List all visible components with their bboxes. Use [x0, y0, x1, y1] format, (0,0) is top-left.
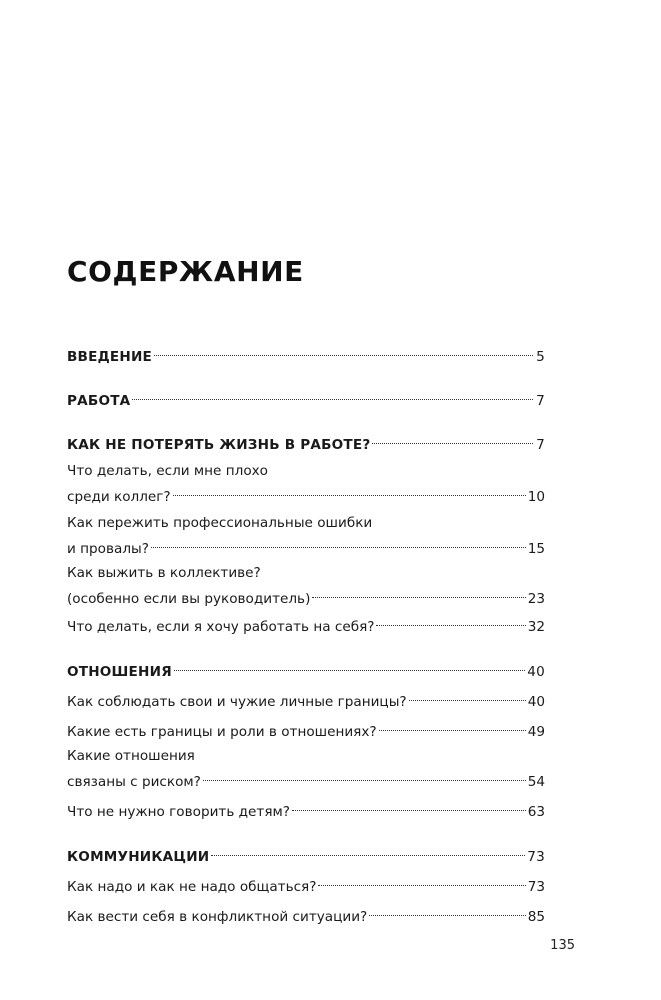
toc-item — [67, 563, 545, 607]
toc-entry-title: Как надо и как не надо общаться? — [67, 879, 317, 895]
dot-leader — [372, 429, 533, 449]
dot-leader — [174, 656, 525, 676]
dot-leader — [292, 796, 526, 816]
dot-leader — [376, 611, 525, 631]
toc-line — [67, 656, 545, 680]
dot-leader — [409, 686, 526, 706]
toc-page-number: 10 — [527, 489, 545, 505]
toc-line — [67, 461, 545, 481]
toc-section — [67, 341, 545, 365]
toc-line — [67, 481, 545, 505]
toc-page-number: 5 — [536, 349, 545, 365]
toc-entry-title: и провалы? — [67, 541, 149, 557]
toc-line — [67, 746, 545, 766]
dot-leader — [379, 716, 526, 736]
toc-entry-title: Как пережить профессиональные ошибки — [67, 515, 373, 531]
toc-page-number: 7 — [536, 393, 545, 409]
toc-page-number: 49 — [527, 724, 545, 740]
toc-page-number: 32 — [527, 619, 545, 635]
dot-leader — [369, 901, 525, 921]
toc-line — [67, 841, 545, 865]
dot-leader — [173, 481, 526, 501]
toc-entry-title: ОТНОШЕНИЯ — [67, 664, 172, 680]
toc-section — [67, 385, 545, 409]
toc-entry-title: среди коллег? — [67, 489, 171, 505]
toc-line — [67, 513, 545, 533]
toc-page-number: 73 — [527, 879, 545, 895]
toc-line — [67, 533, 545, 557]
toc-section — [67, 841, 545, 865]
toc-page-number: 85 — [527, 909, 545, 925]
toc-line — [67, 766, 545, 790]
toc-page-number: 40 — [527, 694, 545, 710]
toc-line — [67, 901, 545, 925]
toc-entry-title: ВВЕДЕНИЕ — [67, 349, 153, 365]
toc-line — [67, 611, 545, 635]
toc-item — [67, 611, 545, 635]
toc-item — [67, 901, 545, 925]
toc-line — [67, 686, 545, 710]
dot-leader — [211, 841, 525, 861]
toc-section — [67, 656, 545, 680]
toc-line — [67, 563, 545, 583]
dot-leader — [318, 871, 525, 891]
toc-entry-title: Как вести себя в конфликтной ситуации? — [67, 909, 368, 925]
toc-page-number: 54 — [527, 774, 545, 790]
toc-item — [67, 513, 545, 557]
toc-page-number: 73 — [527, 849, 545, 865]
toc-line — [67, 871, 545, 895]
page-title: СОДЕРЖАНИЕ — [67, 255, 304, 288]
toc-line — [67, 429, 545, 453]
toc-line — [67, 716, 545, 740]
toc-item — [67, 871, 545, 895]
toc-entry-title: Как выжить в коллективе? — [67, 565, 261, 581]
toc-section — [67, 429, 545, 453]
dot-leader — [132, 385, 533, 405]
toc-entry-title: КОММУНИКАЦИИ — [67, 849, 210, 865]
toc-entry-title: Какие есть границы и роли в отношениях? — [67, 724, 377, 740]
toc-line — [67, 385, 545, 409]
toc-entry-title: КАК НЕ ПОТЕРЯТЬ ЖИЗНЬ В РАБОТЕ? — [67, 437, 371, 453]
toc-line — [67, 796, 545, 820]
toc-entry-title: Какие отношения — [67, 748, 195, 764]
toc-page-number: 15 — [527, 541, 545, 557]
toc-item — [67, 461, 545, 505]
toc-line — [67, 341, 545, 365]
toc-entry-title: связаны с риском? — [67, 774, 201, 790]
dot-leader — [312, 583, 525, 603]
toc-entry-title: Что делать, если мне плохо — [67, 463, 268, 479]
toc-page-number: 40 — [527, 664, 545, 680]
toc-item — [67, 716, 545, 740]
toc-entry-title: Как соблюдать свои и чужие личные границы? — [67, 694, 407, 710]
toc-page-number: 63 — [527, 804, 545, 820]
toc-item — [67, 796, 545, 820]
dot-leader — [203, 766, 526, 786]
dot-leader — [151, 533, 526, 553]
toc-item — [67, 686, 545, 710]
toc-entry-title: (особенно если вы руководитель) — [67, 591, 311, 607]
toc-item — [67, 746, 545, 790]
page-number: 135 — [550, 938, 575, 953]
toc-page-number: 23 — [527, 591, 545, 607]
toc-line — [67, 583, 545, 607]
toc-entry-title: Что делать, если я хочу работать на себя? — [67, 619, 375, 635]
dot-leader — [154, 341, 533, 361]
toc-entry-title: Что не нужно говорить детям? — [67, 804, 290, 820]
toc-page-number: 7 — [536, 437, 545, 453]
toc-entry-title: РАБОТА — [67, 393, 131, 409]
